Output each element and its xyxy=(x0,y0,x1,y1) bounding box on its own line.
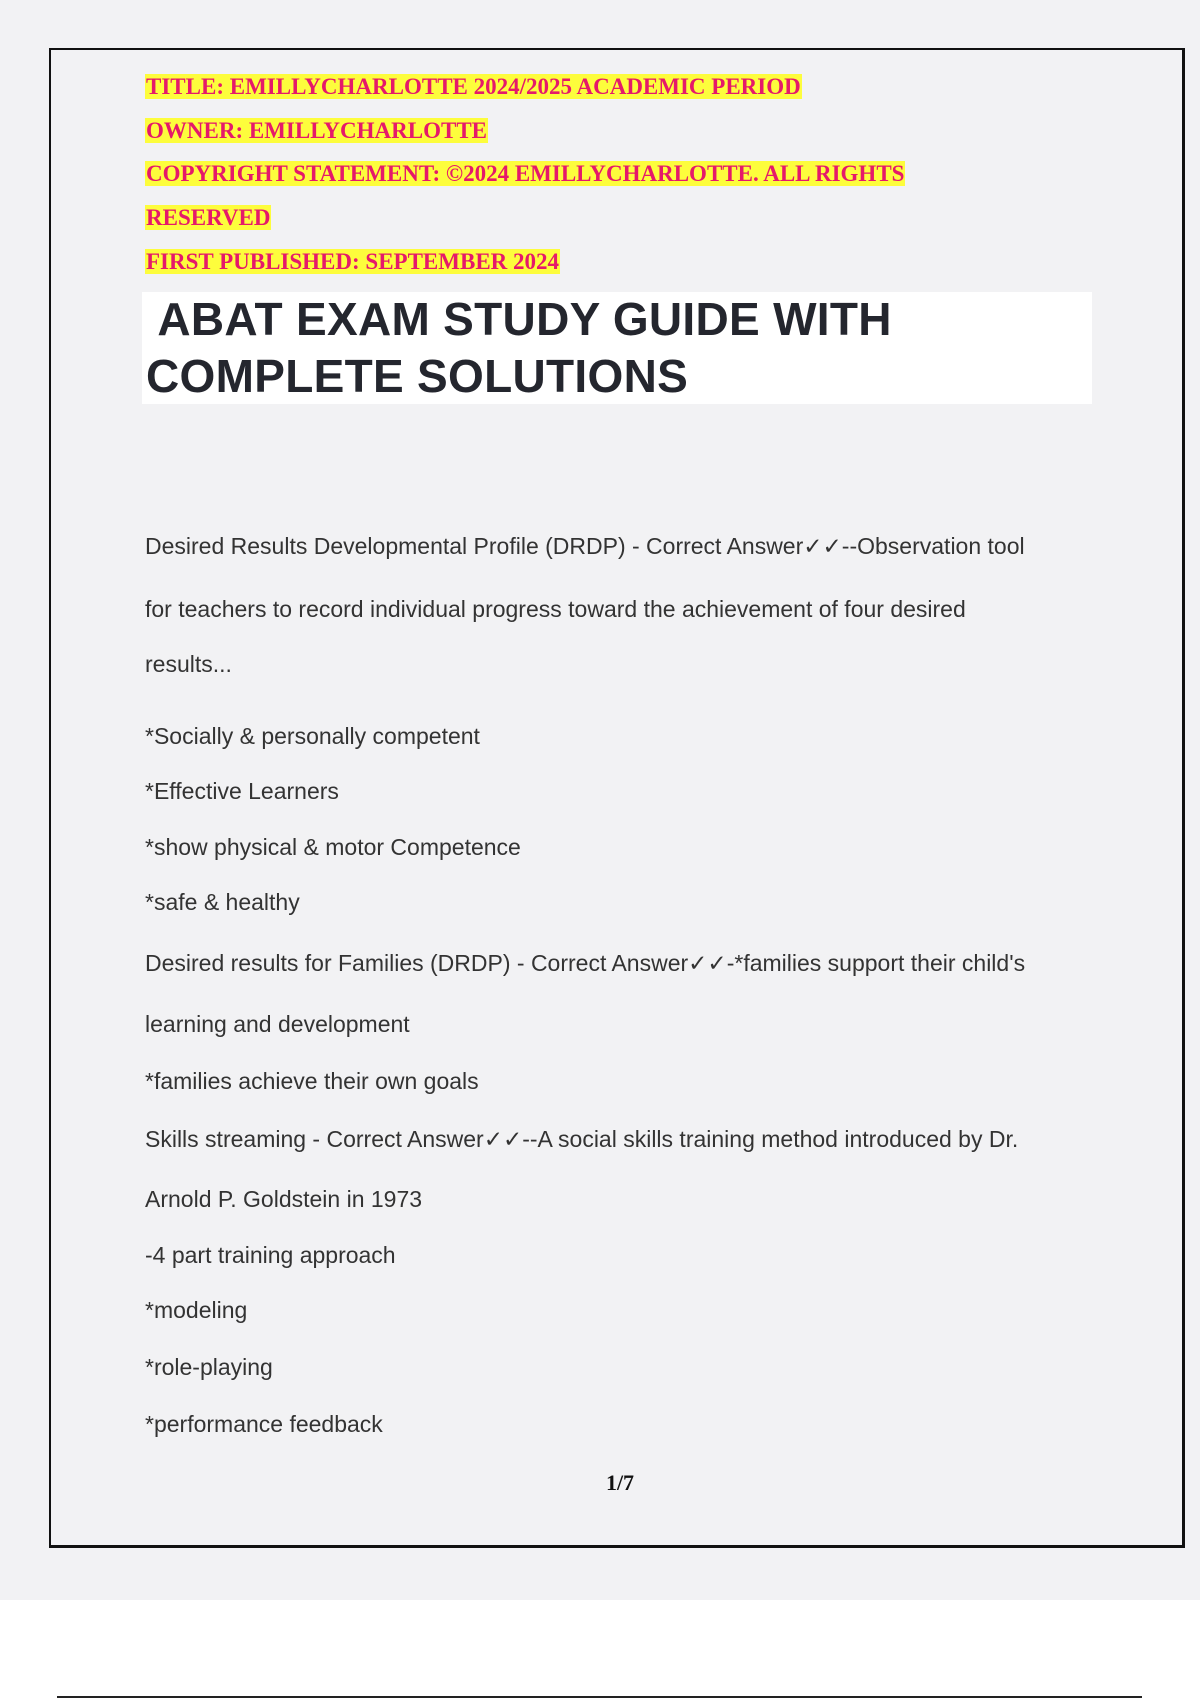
body-line: -4 part training approach xyxy=(145,1242,396,1268)
body-line: *modeling xyxy=(145,1297,248,1323)
meta-published-text: FIRST PUBLISHED: SEPTEMBER 2024 xyxy=(146,249,560,274)
body-line: *show physical & motor Competence xyxy=(145,834,521,860)
body-line: Arnold P. Goldstein in 1973 xyxy=(145,1186,423,1212)
next-page-divider xyxy=(57,1696,1142,1698)
body-line: *performance feedback xyxy=(145,1411,383,1437)
body-line: *Socially & personally competent xyxy=(145,723,480,749)
meta-copyright-text-2: RESERVED xyxy=(146,205,271,230)
meta-published-line xyxy=(145,247,560,277)
body-line: for teachers to record individual progress toward the achievement of four desired xyxy=(145,596,966,622)
meta-copyright-text-1: COPYRIGHT STATEMENT: ©2024 EMILLYCHARLOTTE. ALL RIGHTS xyxy=(146,161,905,186)
page-title-line-1: ABAT EXAM STUDY GUIDE WITH xyxy=(146,293,892,345)
meta-copyright-line xyxy=(145,159,905,189)
body-line: *families achieve their own goals xyxy=(145,1068,479,1094)
body-line: *Effective Learners xyxy=(145,778,339,804)
body-line: results... xyxy=(145,651,232,677)
page-number: 1/7 xyxy=(605,1470,635,1495)
body-line: *role-playing xyxy=(145,1354,273,1380)
body-line: learning and development xyxy=(145,1011,410,1037)
meta-owner-line xyxy=(145,116,488,146)
meta-copyright-line-2 xyxy=(145,203,271,233)
page-title-line-2: COMPLETE SOLUTIONS xyxy=(146,350,689,402)
body-line: Skills streaming - Correct Answer✓✓--A social skills training method introduced by Dr. xyxy=(145,1126,1019,1152)
body-line: *safe & healthy xyxy=(145,889,300,915)
meta-title-text: TITLE: EMILLYCHARLOTTE 2024/2025 ACADEMIC PERIOD xyxy=(146,74,801,99)
meta-title-line xyxy=(145,72,802,102)
body-line: Desired Results Developmental Profile (DRDP) - Correct Answer✓✓--Observation tool xyxy=(145,533,1025,559)
body-line: Desired results for Families (DRDP) - Correct Answer✓✓-*families support their child's xyxy=(145,950,1026,976)
meta-owner-text: OWNER: EMILLYCHARLOTTE xyxy=(146,118,488,143)
